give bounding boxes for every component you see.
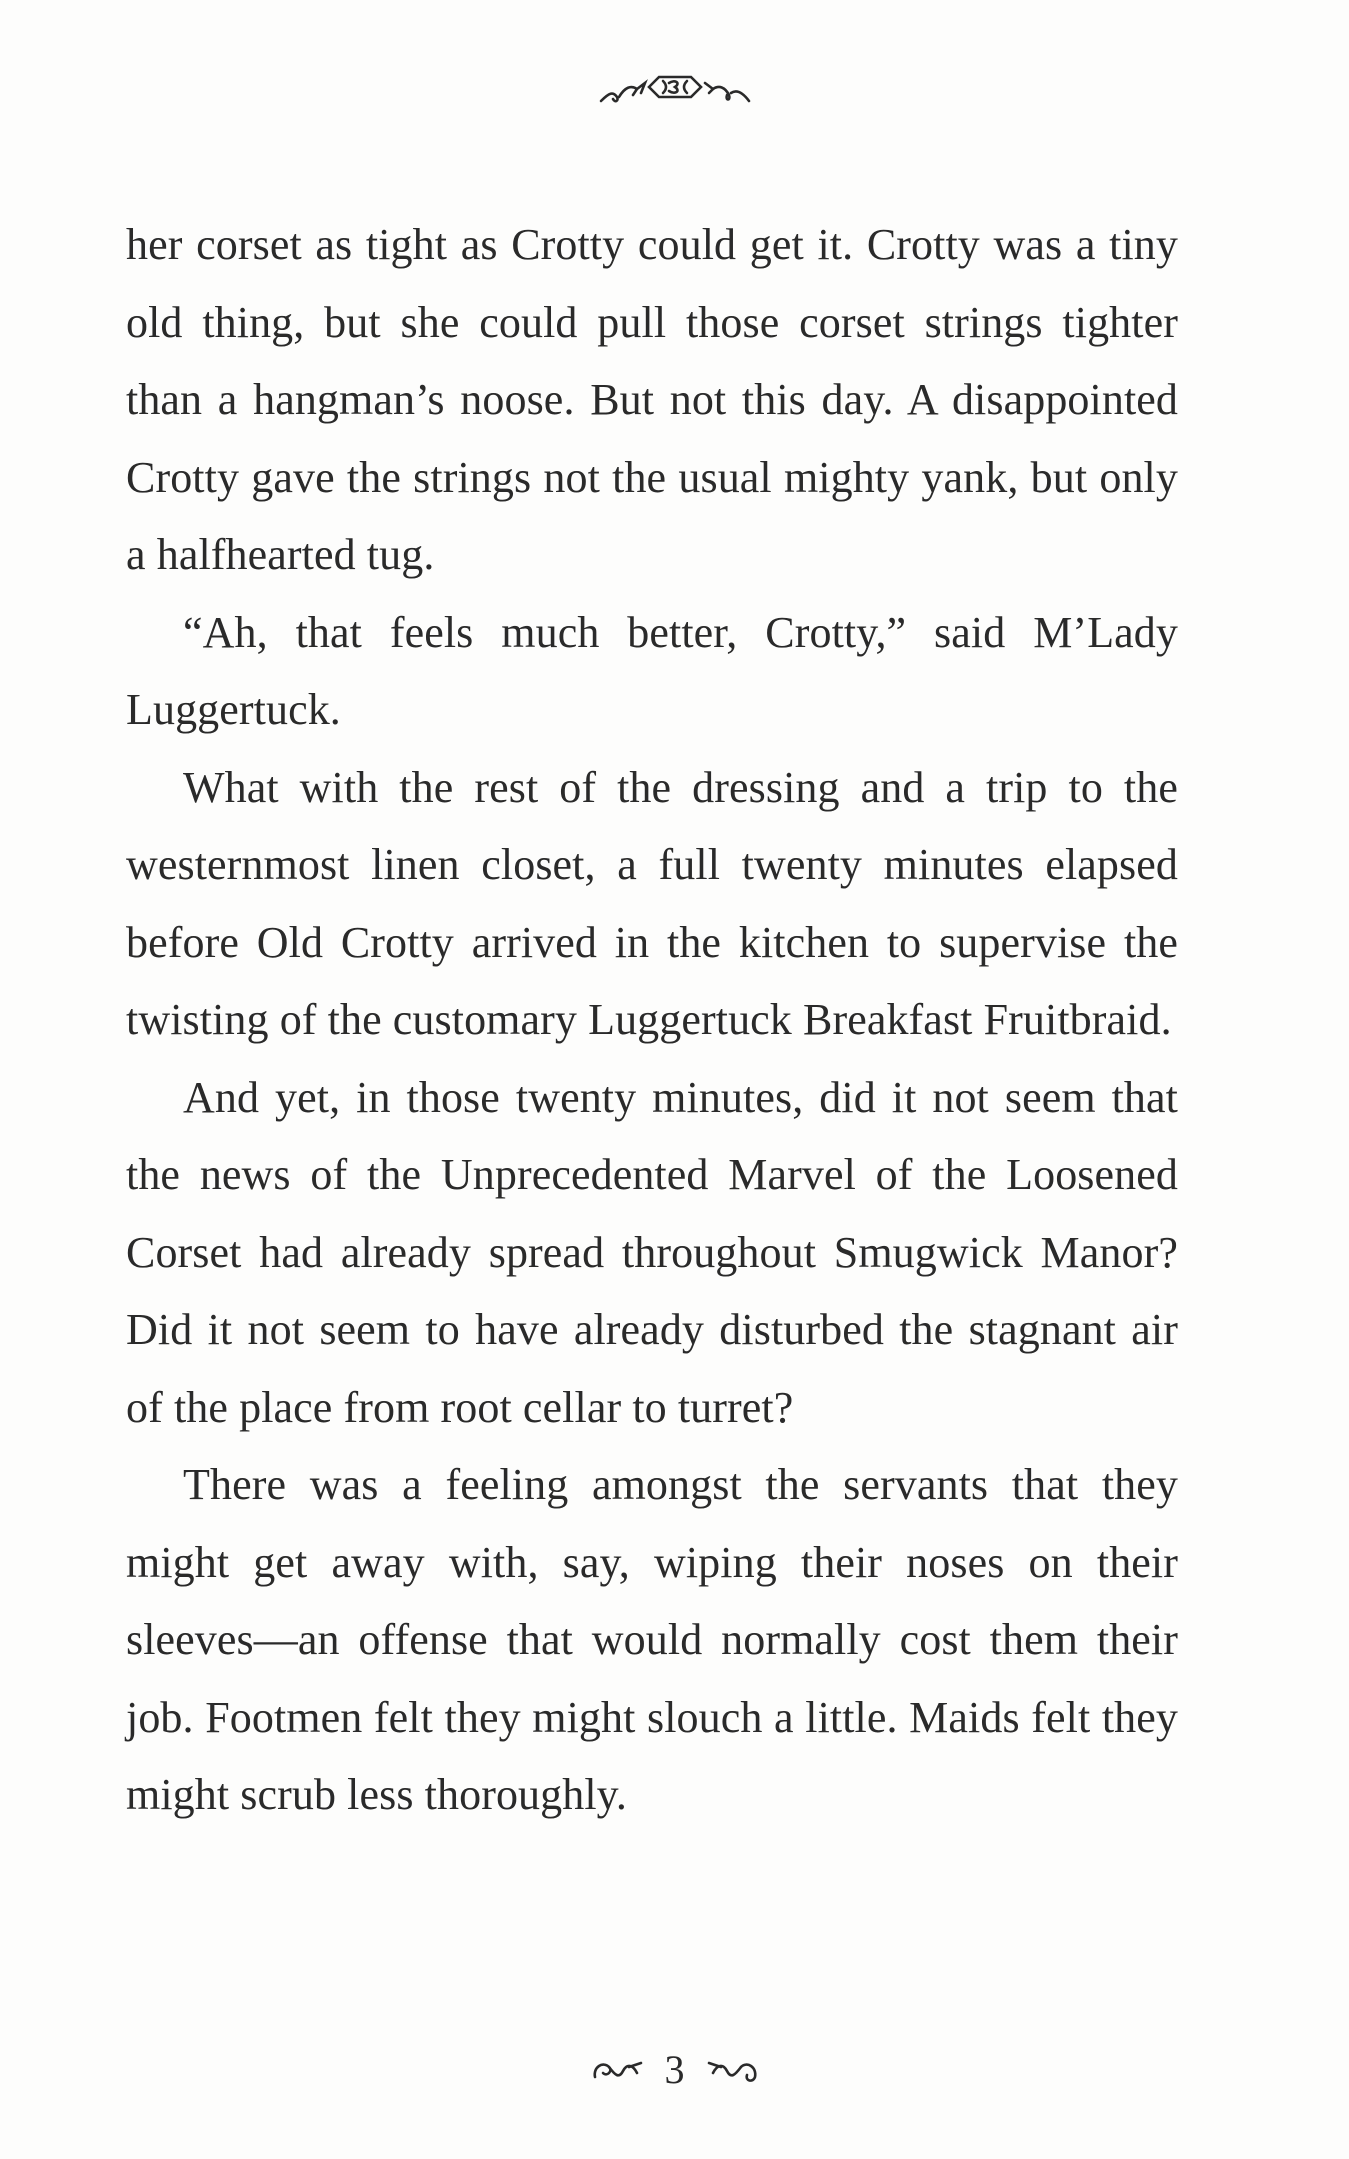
page-number: 3 [664,2047,685,2092]
paragraph-4: And yet, in those twenty minutes, did it not seem that the news of the Unprecedented Marvel of the Loosened Corset had already spread throughout Smugwick Manor? Did it not seem to have already disturbed the stagnant air of the place from root cellar to turret? [126,1072,1178,1432]
header-ornament [0,58,1349,118]
scroll-ornament-icon [595,63,755,113]
paragraph-2: “Ah, that feels much better, Crotty,” said M’Lady Luggertuck. [126,607,1178,734]
flourish-left-icon [589,2053,647,2087]
flourish-right-icon [703,2053,761,2087]
paragraph-1: her corset as tight as Crotty could get it. Crotty was a tiny old thing, but she could pull those corset strings tighter than a hangman’s noose. But not this day. A disappointed Crotty gave the strings not the usual mighty yank, but only a halfhearted tug. [126,220,1178,579]
paragraph-3: What with the rest of the dressing and a trip to the westernmost linen closet, a full twenty minutes elapsed before Old Crotty arrived in the kitchen to supervise the twisting of the customary Luggertuck Breakfast Fruitbraid. [126,762,1178,1044]
paragraph-5: There was a feeling amongst the servants that they might get away with, say, wiping their noses on their sleeves—an offense that would normally cost them their job. Footmen felt they might slouch a little. Maids felt they might scrub less thoroughly. [126,1460,1178,1819]
body-text [126,206,1178,1834]
page-footer [0,2040,1349,2100]
